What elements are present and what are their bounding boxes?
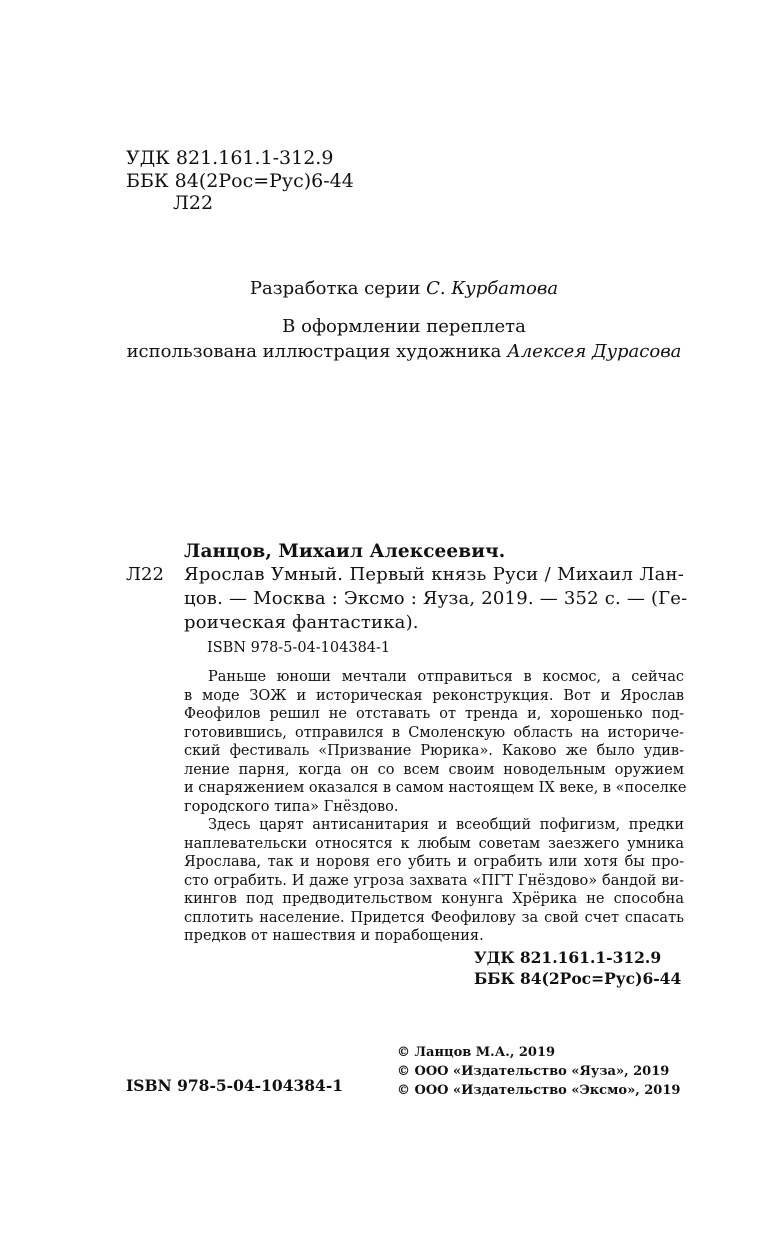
annotation-line: в моде ЗОЖ и историческая реконструкция. Вот и Ярослав <box>184 687 684 704</box>
copyright-line: © ООО «Издательство «Эксмо», 2019 <box>397 1083 681 1098</box>
annotation-line: Феофилов решил не отставать от тренда и, хорошенько под- <box>184 706 684 722</box>
annotation-line: Раньше юноши мечтали отправиться в космос, а сейчас <box>208 669 684 685</box>
copyright-block <box>397 1043 680 1100</box>
record-udk: УДК 821.161.1-312.9 <box>474 948 662 967</box>
record-bbk: ББК 84(2Рос=Рус)6-44 <box>474 969 682 988</box>
annotation-line: ский фестиваль «Призвание Рюрика». Каково же было удив- <box>184 743 684 759</box>
series-credit-author: С. Курбатова <box>426 278 559 299</box>
annotation-line: городского типа» Гнёздово. <box>184 798 399 815</box>
bbk-code: ББК 84(2Рос=Рус)6-44 <box>126 170 354 192</box>
annotation-line: ление парня, когда он со всем своим новодельным оружием <box>184 761 684 778</box>
bibliographic-description <box>184 563 688 635</box>
footer-isbn: ISBN 978-5-04-104384-1 <box>126 1076 344 1095</box>
udk-code: УДК 821.161.1-312.9 <box>126 147 334 169</box>
annotation-line: сто ограбить. И даже угроза захвата «ПГТ Гнёздово» бандой ви- <box>184 872 684 889</box>
biblio-line: Ярослав Умный. Первый князь Руси / Михаил Лан- <box>184 564 684 585</box>
annotation-line: Ярослава, так и норовя его убить и ограбить или хотя бы про- <box>184 854 684 870</box>
record-side-code: Л22 <box>126 564 164 585</box>
annotation-line: сплотить население. Придется Феофилову за свой счет спасать <box>184 909 684 926</box>
copyright-line: © ООО «Издательство «Яуза», 2019 <box>397 1064 670 1079</box>
series-credit <box>0 277 768 301</box>
biblio-line: цов. — Москва : Эксмо : Яуза, 2019. — 352 с. — (Ге- <box>184 588 688 609</box>
record-isbn: ISBN 978-5-04-104384-1 <box>207 640 391 656</box>
author-mark: Л22 <box>173 192 214 214</box>
annotation-line: Здесь царят антисанитария и всеобщий пофигизм, предки <box>208 817 684 833</box>
cover-credit-prefix: использована иллюстрация художника <box>126 341 502 362</box>
cover-credit-line1: В оформлении переплета <box>282 316 526 337</box>
annotation-line: кингов под предводительством конунга Хрёрика не способна <box>184 891 684 907</box>
annotation-line: наплевательски относятся к любым советам заезжего умника <box>184 835 684 852</box>
annotation-line: предков от нашествия и порабощения. <box>184 928 484 944</box>
author-heading: Ланцов, Михаил Алексеевич. <box>184 541 506 562</box>
annotation-line: готовившись, отправился в Смоленскую область на историче- <box>184 724 684 741</box>
annotation-line: и снаряжением оказался в самом настоящем IX веке, в «поселке <box>184 780 687 796</box>
cover-credit-line2 <box>0 340 768 364</box>
biblio-line: роическая фантастика). <box>184 612 419 633</box>
annotation <box>184 668 687 946</box>
series-credit-prefix: Разработка серии <box>249 278 421 299</box>
copyright-line: © Ланцов М.А., 2019 <box>397 1045 556 1060</box>
cover-artist: Алексея Дурасова <box>507 341 682 362</box>
